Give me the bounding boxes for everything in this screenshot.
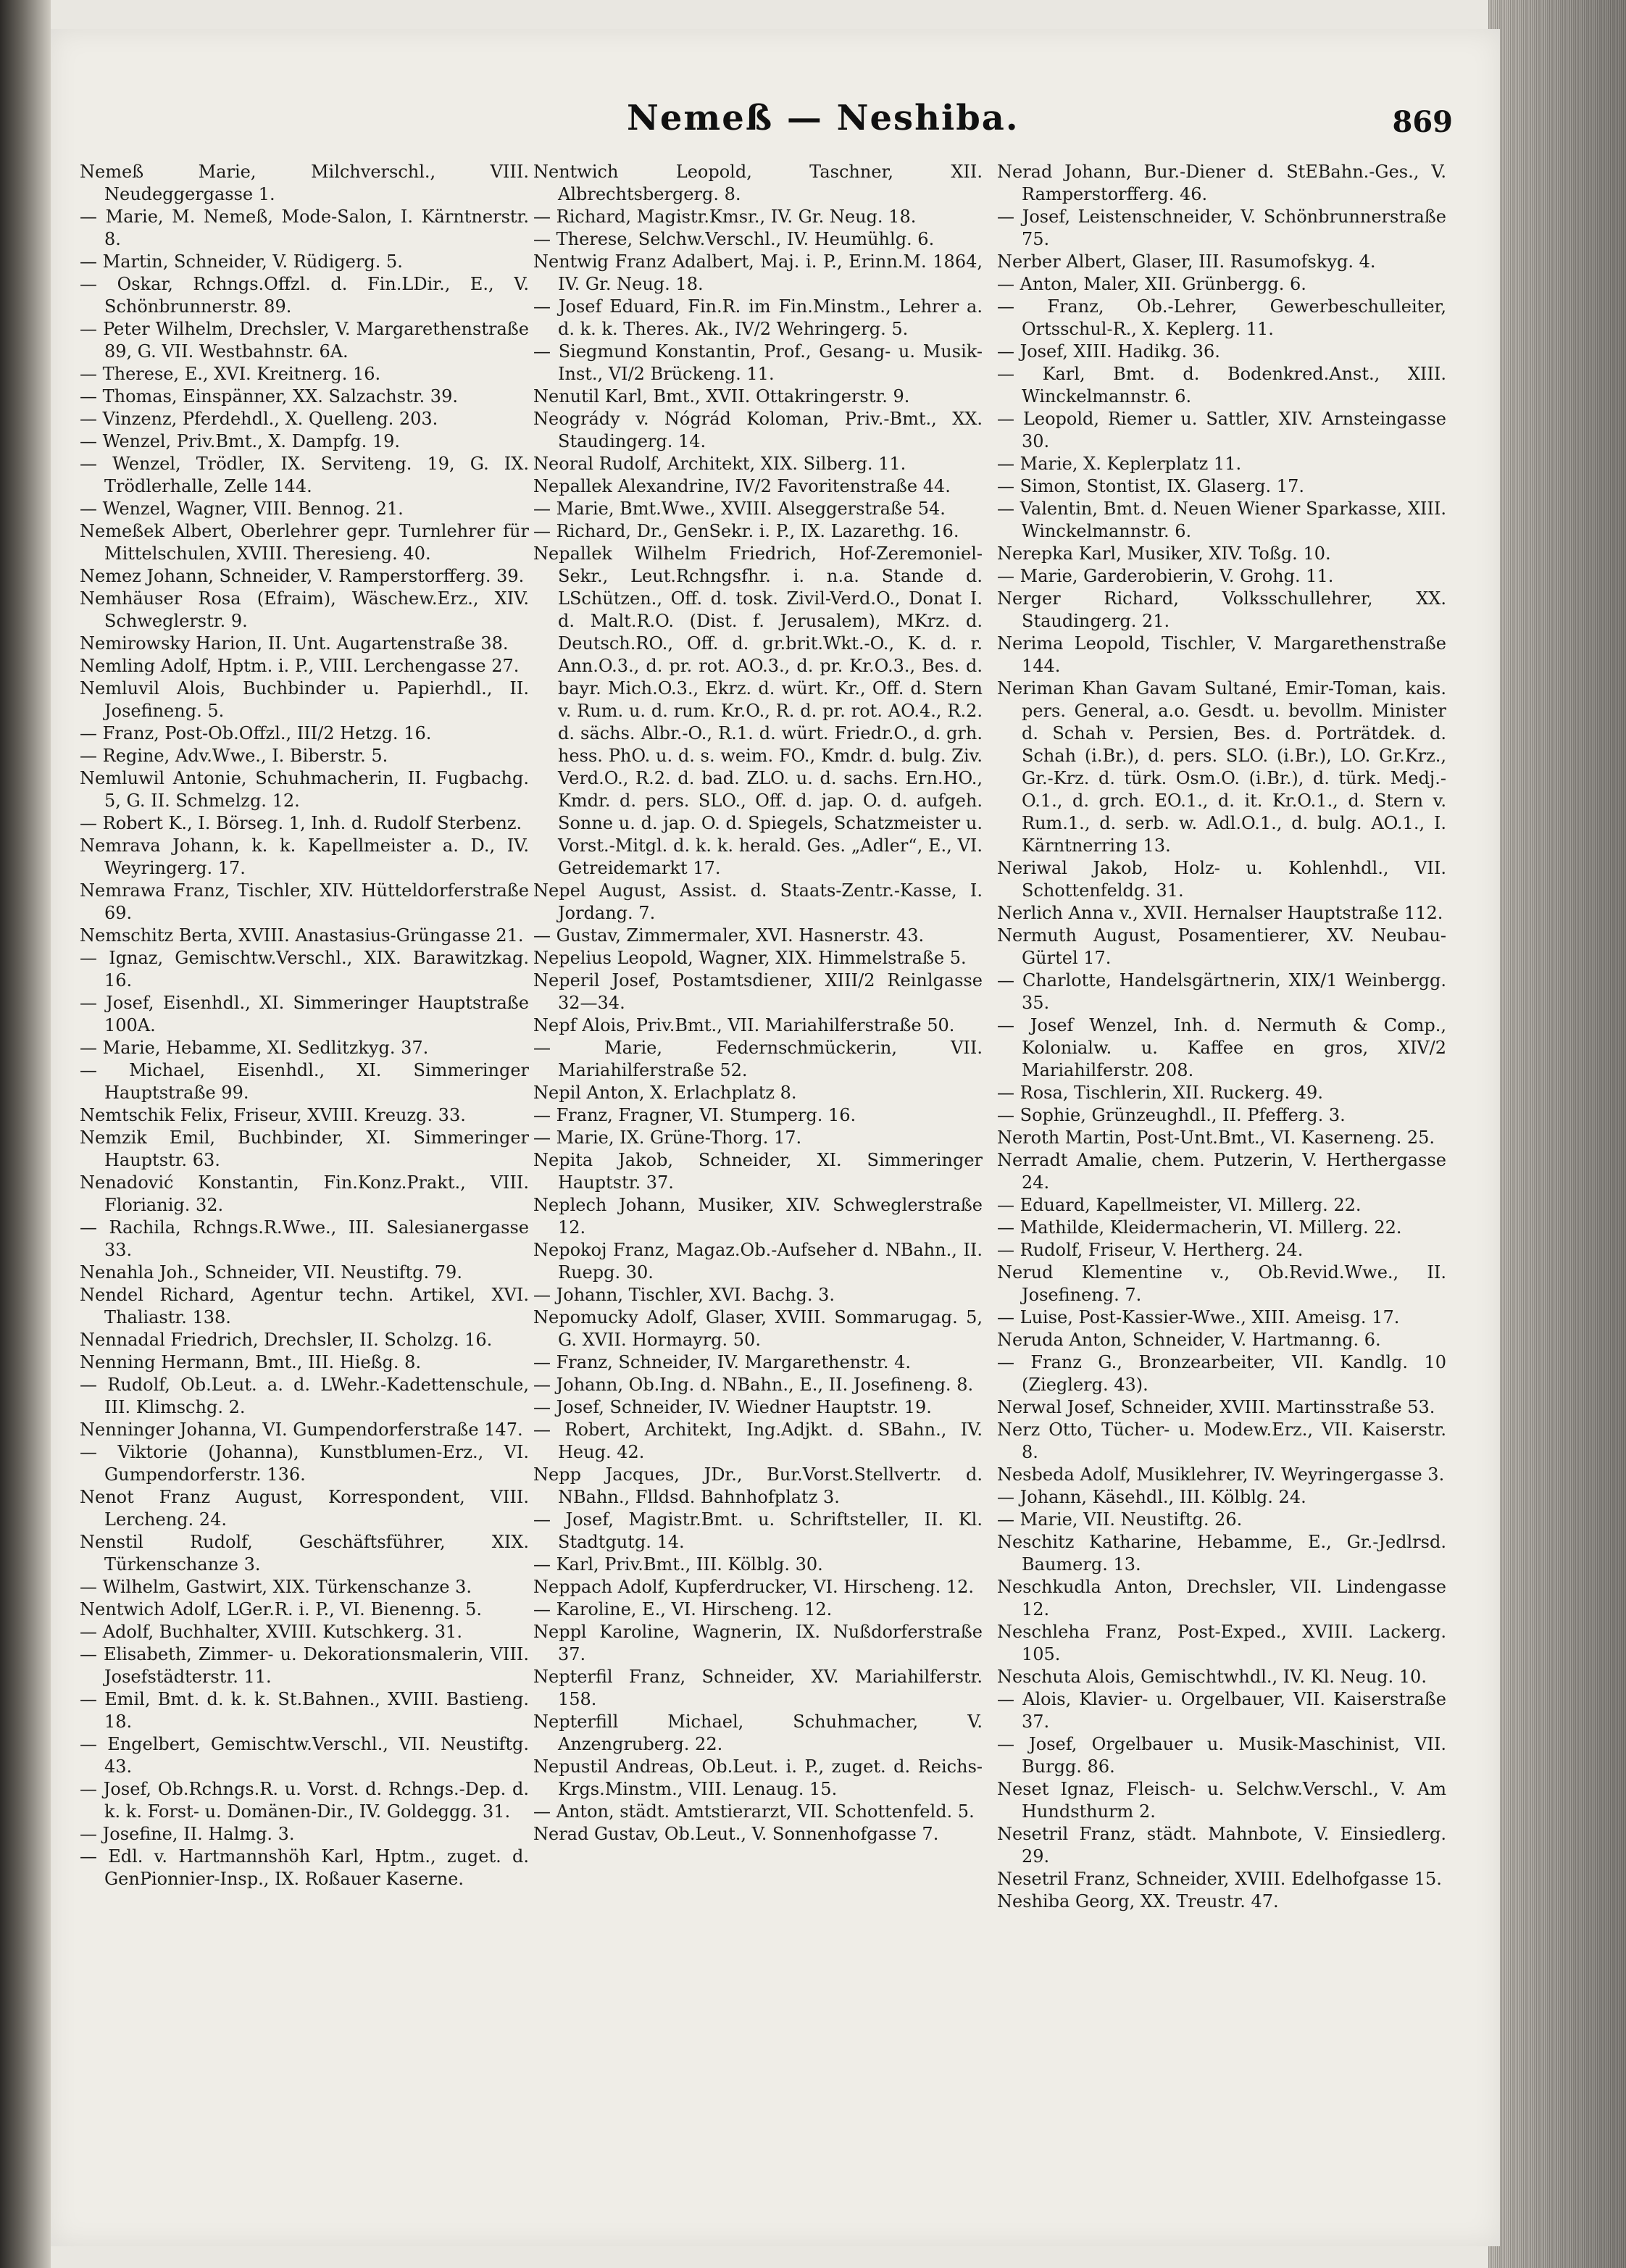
directory-entry: Nepp Jacques, JDr., Bur.Vorst.Stellvertr. d. NBahn., Flldsd. Bahnhofplatz 3.	[533, 1464, 983, 1507]
directory-entry: Nerger Richard, Volksschullehrer, XX. Staudingerg. 21.	[997, 588, 1446, 631]
directory-entry: — Peter Wilhelm, Drechsler, V. Margarethenstraße 89, G. VII. Westbahnstr. 6A.	[80, 319, 529, 362]
page-title: Nemeß — Neshiba.	[627, 98, 1020, 138]
directory-entry: — Marie, IX. Grüne-Thorg. 17.	[533, 1127, 802, 1148]
directory-entry: — Franz, Post-Ob.Offzl., III/2 Hetzg. 16.	[80, 723, 432, 743]
directory-entry: — Karoline, E., VI. Hirscheng. 12.	[533, 1599, 833, 1619]
directory-entry: Nenadović Konstantin, Fin.Konz.Prakt., VIII. Florianig. 32.	[80, 1172, 529, 1215]
directory-entry: — Therese, Selchw.Verschl., IV. Heumühlg. 6.	[533, 229, 935, 249]
directory-entry: — Josef Eduard, Fin.R. im Fin.Minstm., Lehrer a. d. k. k. Theres. Ak., IV/2 Wehringerg. 5.	[533, 296, 983, 339]
directory-entry: Nentwig Franz Adalbert, Maj. i. P., Erinn.M. 1864, IV. Gr. Neug. 18.	[533, 251, 983, 294]
directory-entry: Neriwal Jakob, Holz- u. Kohlenhdl., VII. Schottenfeldg. 31.	[997, 858, 1446, 901]
directory-entry: Neshiba Georg, XX. Treustr. 47.	[997, 1891, 1279, 1911]
directory-entry: Nenutil Karl, Bmt., XVII. Ottakringerstr. 9.	[533, 386, 910, 407]
directory-entry: — Anton, Maler, XII. Grünbergg. 6.	[997, 274, 1306, 294]
directory-entry: Nemeß Marie, Milchverschl., VIII. Neudeggergasse 1.	[80, 162, 529, 204]
directory-entry: Neroth Martin, Post-Unt.Bmt., VI. Kaserneng. 25.	[997, 1127, 1435, 1148]
directory-entry: — Gustav, Zimmermaler, XVI. Hasnerstr. 43.	[533, 925, 925, 946]
directory-entry: — Therese, E., XVI. Kreitnerg. 16.	[80, 364, 381, 384]
directory-entry: Nerlich Anna v., XVII. Hernalser Hauptstraße 112.	[997, 903, 1443, 923]
directory-entry: — Marie, Garderobierin, V. Grohg. 11.	[997, 566, 1334, 586]
directory-entry: — Johann, Tischler, XVI. Bachg. 3.	[533, 1285, 835, 1305]
directory-entry: Nerradt Amalie, chem. Putzerin, V. Herthergasse 24.	[997, 1150, 1446, 1193]
directory-entry: Nepokoj Franz, Magaz.Ob.-Aufseher d. NBahn., II. Ruepg. 30.	[533, 1240, 983, 1283]
directory-entry: — Luise, Post-Kassier-Wwe., XIII. Ameisg. 17.	[997, 1307, 1400, 1327]
directory-entry: — Siegmund Konstantin, Prof., Gesang- u. Musik-Inst., VI/2 Brückeng. 11.	[533, 341, 983, 384]
directory-entry: Nentwich Adolf, LGer.R. i. P., VI. Bienenng. 5.	[80, 1599, 483, 1619]
directory-entry: Nemez Johann, Schneider, V. Ramperstorfferg. 39.	[80, 566, 525, 586]
directory-entry: — Franz, Ob.-Lehrer, Gewerbeschulleiter, Ortsschul-R., X. Keplerg. 11.	[997, 296, 1446, 339]
directory-entry: — Franz, Schneider, IV. Margarethenstr. 4.	[533, 1352, 912, 1372]
directory-entry: Neriman Khan Gavam Sultané, Emir-Toman, kais. pers. General, a.o. Gesdt. u. bevollm. Minister d. Schah v. Persien, Bes. d. Porträtdek. d. Schah (i.Br.), d. pers. SLO. (i.Br.), LO. Gr.Krz., Gr.-Krz. d. türk. Osm.O. (i.Br.), d. türk. Medj.-O.1., d. grch. EO.1., d. it. Kr.O.1., d. Stern v. Rum.1., d. serb. w. Adl.O.1., d. bulg. AO.1., I. Kärntnerring 13.	[997, 678, 1446, 856]
directory-entry: Nenning Hermann, Bmt., III. Hießg. 8.	[80, 1352, 422, 1372]
directory-entry: — Adolf, Buchhalter, XVIII. Kutschkerg. 31.	[80, 1622, 462, 1642]
directory-entry: Nerad Johann, Bur.-Diener d. StEBahn.-Ges., V. Ramperstorfferg. 46.	[997, 162, 1446, 204]
directory-entry: — Mathilde, Kleidermacherin, VI. Millerg. 22.	[997, 1217, 1402, 1238]
page-edges	[1488, 0, 1626, 2268]
directory-entry: Nemtschik Felix, Friseur, XVIII. Kreuzg. 33.	[80, 1105, 466, 1125]
directory-entry: — Richard, Magistr.Kmsr., IV. Gr. Neug. 18.	[533, 207, 917, 227]
directory-entry: Nennadal Friedrich, Drechsler, II. Scholzg. 16.	[80, 1330, 493, 1350]
directory-entry: — Robert, Architekt, Ing.Adjkt. d. SBahn., IV. Heug. 42.	[533, 1419, 983, 1462]
directory-entry: Nepterfill Michael, Schuhmacher, V. Anzengrubеrg. 22.	[533, 1712, 983, 1754]
directory-entry: Nenninger Johanna, VI. Gumpendorferstraße 147.	[80, 1419, 523, 1440]
directory-entry: — Oskar, Rchngs.Offzl. d. Fin.LDir., E., V. Schönbrunnerstr. 89.	[80, 274, 529, 317]
directory-entry: — Josef, Schneider, IV. Wiedner Hauptstr. 19.	[533, 1397, 932, 1417]
directory-entry: Nenahla Joh., Schneider, VII. Neustiftg. 79.	[80, 1262, 462, 1283]
directory-entry: — Martin, Schneider, V. Rüdigerg. 5.	[80, 251, 403, 272]
directory-entry: Nemhäuser Rosa (Efraim), Wäschew.Erz., XIV. Schweglerstr. 9.	[80, 588, 529, 631]
directory-entry: Nemluwil Antonie, Schuhmacherin, II. Fugbachg. 5, G. II. Schmelzg. 12.	[80, 768, 529, 811]
page-header	[540, 91, 1453, 163]
directory-entry: — Josef Wenzel, Inh. d. Nermuth & Comp., Kolonialw. u. Kaffee en gros, XIV/2 Mariahilferstr. 208.	[997, 1015, 1446, 1080]
directory-entry: Nerwal Josef, Schneider, XVIII. Martinsstraße 53.	[997, 1397, 1435, 1417]
directory-entry: — Alois, Klavier- u. Orgelbauer, VII. Kaiserstraße 37.	[997, 1689, 1446, 1732]
directory-entry: Nepel August, Assist. d. Staats-Zentr.-Kasse, I. Jordang. 7.	[533, 880, 983, 923]
directory-entry: — Michael, Eisenhdl., XI. Simmeringer Hauptstraße 99.	[80, 1060, 529, 1103]
directory-entry: — Marie, Federnschmückerin, VII. Mariahilferstraße 52.	[533, 1038, 983, 1080]
directory-entry: Nermuth August, Posamentierer, XV. Neubau-Gürtel 17.	[997, 925, 1446, 968]
directory-entry: — Josef, XIII. Hadikg. 36.	[997, 341, 1220, 362]
column-1	[80, 161, 529, 1890]
directory-entry: Nenstil Rudolf, Geschäftsführer, XIX. Türkenschanze 3.	[80, 1532, 529, 1575]
directory-entry: Nemirowsky Harion, II. Unt. Augartenstraße 38.	[80, 633, 509, 654]
directory-entry: — Marie, Bmt.Wwe., XVIII. Alseggerstraße 54.	[533, 499, 946, 519]
directory-entry: Nepallek Wilhelm Friedrich, Hof-Zeremoniel-Sekr., Leut.Rchngsfhr. i. n.a. Stande d. LSchützen., Off. d. tosk. Zivil-Verd.O., Donat I. d. Malt.R.O. (Dist. f. Jerusalem), MKrz. d. Deutsch.RO., Off. d. gr.brit.Wkt.-O., K. d. r. Ann.O.3., d. pr. rot. AO.3., d. pr. Kr.O.3., Bes. d. bayr. Mich.O.3., Ekrz. d. würt. Kr., Off. d. Stern v. Rum. u. d. rum. Kr.O., R. d. pr. rot. AO.4., R.2. d. sächs. Albr.-O., R.1. d. würt. Friedr.O., d. grh. hess. PhO. u. d. s. weim. FO., Kmdr. d. bulg. Ziv. Verd.O., R.2. d. bad. ZLO. u. d. sachs. Ern.HO., Kmdr. d. pers. SLO., Off. d. jap. O. d. aufgeh. Sonne u. d. jap. O. d. Spiegels, Schatzmeister u. Vorst.-Mitgl. d. k. k. herald. Ges. „Adler“, E., VI. Getreidemarkt 17.	[533, 543, 983, 878]
directory-entry: — Wenzel, Priv.Bmt., X. Dampfg. 19.	[80, 431, 401, 451]
directory-entry: — Rachila, Rchngs.R.Wwe., III. Salesianergasse 33.	[80, 1217, 529, 1260]
directory-entry: Neschuta Alois, Gemischtwhdl., IV. Kl. Neug. 10.	[997, 1667, 1427, 1687]
directory-entry: Nepf Alois, Priv.Bmt., VII. Mariahilferstraße 50.	[533, 1015, 955, 1035]
directory-entry: — Josefine, II. Halmg. 3.	[80, 1824, 295, 1844]
directory-entry: Neschitz Katharine, Hebamme, E., Gr.-Jedlrsd. Baumerg. 13.	[997, 1532, 1446, 1575]
directory-entry: Neset Ignaz, Fleisch- u. Selchw.Verschl., V. Am Hundsthurm 2.	[997, 1779, 1446, 1822]
directory-entry: Nenot Franz August, Korrespondent, VIII. Lercheng. 24.	[80, 1487, 529, 1530]
directory-entry: Nemling Adolf, Hptm. i. P., VIII. Lerchengasse 27.	[80, 656, 520, 676]
directory-entry: — Johann, Ob.Ing. d. NBahn., E., II. Josefineng. 8.	[533, 1375, 974, 1395]
directory-entry: — Elisabeth, Zimmer- u. Dekorationsmalerin, VIII. Josefstädterstr. 11.	[80, 1644, 529, 1687]
directory-entry: Nemzik Emil, Buchbinder, XI. Simmeringer Hauptstr. 63.	[80, 1127, 529, 1170]
directory-entry: — Marie, VII. Neustiftg. 26.	[997, 1509, 1243, 1530]
directory-entry: — Franz G., Bronzearbeiter, VII. Kandlg. 10 (Zieglerg. 43).	[997, 1352, 1446, 1395]
directory-entry: — Marie, Hebamme, XI. Sedlitzkyg. 37.	[80, 1038, 429, 1058]
directory-entry: — Josef, Leistenschneider, V. Schönbrunnerstraße 75.	[997, 207, 1446, 249]
page-number: 869	[1392, 105, 1453, 139]
directory-entry: — Charlotte, Handelsgärtnerin, XIX/1 Weinbergg. 35.	[997, 970, 1446, 1013]
directory-entry: Neogrády v. Nógrád Koloman, Priv.-Bmt., XX. Staudingerg. 14.	[533, 409, 983, 451]
directory-entry: — Ignaz, Gemischtw.Verschl., XIX. Barawitzkag. 16.	[80, 948, 529, 991]
directory-entry: — Viktorie (Johanna), Kunstblumen-Erz., VI. Gumpendorferstr. 136.	[80, 1442, 529, 1485]
directory-entry: — Rudolf, Ob.Leut. a. d. LWehr.-Kadettenschule, III. Klimschg. 2.	[80, 1375, 529, 1417]
directory-entry: — Karl, Priv.Bmt., III. Kölblg. 30.	[533, 1554, 823, 1575]
directory-entry: — Wenzel, Trödler, IX. Servitеng. 19, G. IX. Trödlerhalle, Zelle 144.	[80, 454, 529, 496]
directory-entry: Nerima Leopold, Tischler, V. Margarethenstraße 144.	[997, 633, 1446, 676]
directory-entry: Nepomucky Adolf, Glaser, XVIII. Sommarugag. 5, G. XVII. Hormayrg. 50.	[533, 1307, 983, 1350]
directory-entry: — Simon, Stontist, IX. Glaserg. 17.	[997, 476, 1304, 496]
directory-entry: — Richard, Dr., GenSekr. i. P., IX. Lazarethg. 16.	[533, 521, 959, 541]
directory-entry: Nesetril Franz, Schneider, XVIII. Edelhofgasse 15.	[997, 1869, 1442, 1889]
directory-entry: Neschkudla Anton, Drechsler, VII. Lindengasse 12.	[997, 1577, 1446, 1619]
directory-entry: Nemschitz Berta, XVIII. Anastasius-Grüngasse 21.	[80, 925, 524, 946]
directory-entry: Nemeßek Albert, Oberlehrer gepr. Turnlehrer für Mittelschulen, XVIII. Theresieng. 40.	[80, 521, 529, 564]
directory-entry: — Rosa, Tischlerin, XII. Ruckerg. 49.	[997, 1083, 1323, 1103]
directory-entry: Nerz Otto, Tücher- u. Modew.Erz., VII. Kaiserstr. 8.	[997, 1419, 1446, 1462]
directory-entry: — Johann, Käsehdl., III. Kölblg. 24.	[997, 1487, 1306, 1507]
column-3	[997, 161, 1446, 1913]
directory-entry: — Rudolf, Friseur, V. Hertherg. 24.	[997, 1240, 1304, 1260]
directory-entry: Neplech Johann, Musiker, XIV. Schweglerstraße 12.	[533, 1195, 983, 1238]
directory-entry: — Josef, Eisenhdl., XI. Simmeringer Hauptstraße 100A.	[80, 993, 529, 1035]
directory-entry: — Sophie, Grünzeughdl., II. Pfefferg. 3.	[997, 1105, 1346, 1125]
directory-entry: — Vinzenz, Pferdehdl., X. Quelleng. 203.	[80, 409, 438, 429]
directory-entry: — Thomas, Einspänner, XX. Salzachstr. 39.	[80, 386, 458, 407]
directory-entry: Nerad Gustav, Ob.Leut., V. Sonnenhofgasse 7.	[533, 1824, 939, 1844]
directory-entry: Nerepka Karl, Musiker, XIV. Toßg. 10.	[997, 543, 1331, 564]
directory-entry: — Eduard, Kapellmeister, VI. Millerg. 22.	[997, 1195, 1362, 1215]
directory-entry: Nepita Jakob, Schneider, XI. Simmeringer Hauptstr. 37.	[533, 1150, 983, 1193]
directory-entry: — Regine, Adv.Wwe., I. Biberstr. 5.	[80, 746, 388, 766]
directory-entry: Nemrawa Franz, Tischler, XIV. Hütteldorferstraße 69.	[80, 880, 529, 923]
directory-entry: — Robert K., I. Börseg. 1, Inh. d. Rudolf Sterbenz.	[80, 813, 522, 833]
directory-entry: — Wenzel, Wagner, VIII. Bennog. 21.	[80, 499, 404, 519]
directory-entry: Neppl Karoline, Wagnerin, IX. Nußdorferstraße 37.	[533, 1622, 983, 1664]
directory-entry: Nendel Richard, Agentur techn. Artikel, XVI. Thaliastr. 138.	[80, 1285, 529, 1327]
directory-entry: — Leopold, Riemer u. Sattler, XIV. Arnsteingasse 30.	[997, 409, 1446, 451]
directory-entry: — Emil, Bmt. d. k. k. St.Bahnen., XVIII. Bastieng. 18.	[80, 1689, 529, 1732]
directory-entry: — Engelbert, Gemischtw.Verschl., VII. Neustiftg. 43.	[80, 1734, 529, 1777]
directory-entry: — Edl. v. Hartmannshöh Karl, Hptm., zuget. d. GenPionnier-Insp., IX. Roßauer Kaserne.	[80, 1846, 529, 1889]
directory-entry: Nemluvil Alois, Buchbinder u. Papierhdl., II. Josefineng. 5.	[80, 678, 529, 721]
directory-entry: — Josef, Orgelbauer u. Musik-Maschinist, VII. Burgg. 86.	[997, 1734, 1446, 1777]
directory-entry: — Karl, Bmt. d. Bodenkred.Anst., XIII. Winckelmannstr. 6.	[997, 364, 1446, 407]
directory-entry: — Marie, M. Nemeß, Mode-Salon, I. Kärntnerstr. 8.	[80, 207, 529, 249]
directory-entry: — Anton, städt. Amtstierarzt, VII. Schottenfeld. 5.	[533, 1801, 975, 1822]
directory-entry: — Marie, X. Keplerplatz 11.	[997, 454, 1242, 474]
directory-entry: Neschleha Franz, Post-Exped., XVIII. Lackerg. 105.	[997, 1622, 1446, 1664]
directory-entry: — Valentin, Bmt. d. Neuen Wiener Sparkasse, XIII. Winckelmannstr. 6.	[997, 499, 1446, 541]
directory-entry: Nepustil Andreas, Ob.Leut. i. P., zuget. d. Reichs-Krgs.Minstm., VIII. Lenaug. 15.	[533, 1756, 983, 1799]
directory-entry: — Wilhelm, Gastwirt, XIX. Türkenschanze 3.	[80, 1577, 472, 1597]
directory-entry: Nerud Klementine v., Ob.Revid.Wwe., II. Josefineng. 7.	[997, 1262, 1446, 1305]
directory-entry: — Josef, Ob.Rchngs.R. u. Vorst. d. Rchngs.-Dep. d. k. k. Forst- u. Domänen-Dir., IV. Goldeggg. 31.	[80, 1779, 529, 1822]
directory-entry: Neppach Adolf, Kupferdrucker, VI. Hirscheng. 12.	[533, 1577, 975, 1597]
directory-entry: Neperil Josef, Postamtsdiener, XIII/2 Reinlgasse 32—34.	[533, 970, 983, 1013]
directory-entry: — Josef, Magistr.Bmt. u. Schriftsteller, II. Kl. Stadtgutg. 14.	[533, 1509, 983, 1552]
directory-entry: Nentwich Leopold, Taschner, XII. Albrechtsbergerg. 8.	[533, 162, 983, 204]
directory-entry: Neruda Anton, Schneider, V. Hartmanng. 6.	[997, 1330, 1381, 1350]
directory-entry: Nepil Anton, X. Erlachplatz 8.	[533, 1083, 797, 1103]
book-binding	[0, 0, 51, 2268]
directory-entry: Nerber Albert, Glaser, III. Rasumofskyg. 4.	[997, 251, 1376, 272]
directory-entry: Nepelius Leopold, Wagner, XIX. Himmelstraße 5.	[533, 948, 967, 968]
column-2	[533, 161, 983, 1846]
directory-entry: Nepallek Alexandrine, IV/2 Favoritenstraße 44.	[533, 476, 951, 496]
directory-entry: Nemrava Johann, k. k. Kapellmeister a. D., IV. Weyringerg. 17.	[80, 835, 529, 878]
directory-entry: Neoral Rudolf, Architekt, XIX. Silberg. 11.	[533, 454, 906, 474]
directory-entry: Nesbeda Adolf, Musiklehrer, IV. Weyringergasse 3.	[997, 1464, 1445, 1485]
directory-entry: — Franz, Fragner, VI. Stumperg. 16.	[533, 1105, 856, 1125]
directory-entry: Nesetril Franz, städt. Mahnbote, V. Einsiedlerg. 29.	[997, 1824, 1446, 1867]
directory-entry: Nepterfil Franz, Schneider, XV. Mariahilferstr. 158.	[533, 1667, 983, 1709]
